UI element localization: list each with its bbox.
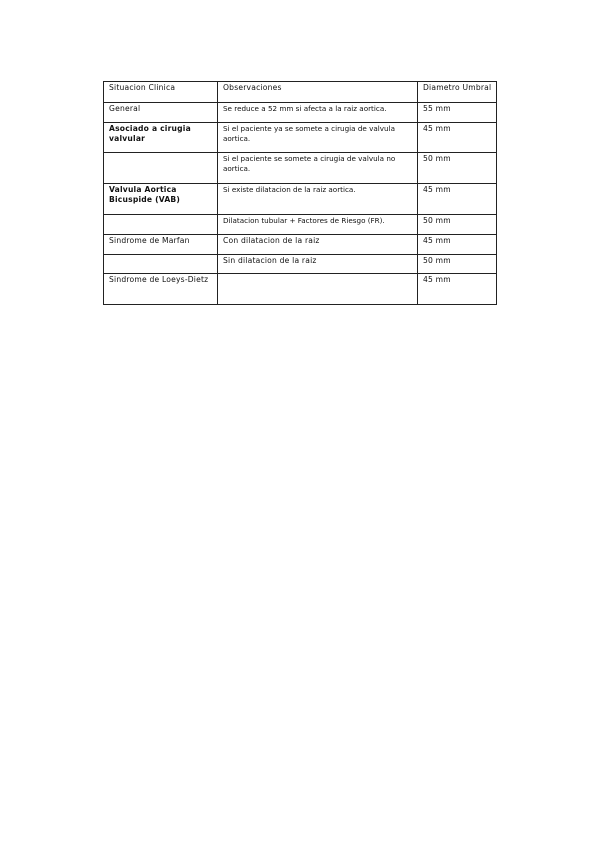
table-row — [104, 153, 497, 184]
header-observations: Observaciones — [218, 82, 418, 103]
table-row — [104, 103, 497, 123]
observation-cell: Con dilatacion de la raiz — [218, 235, 418, 255]
table-row — [104, 235, 497, 255]
table-row — [104, 184, 497, 215]
situation-cell — [104, 153, 218, 184]
table-row — [104, 255, 497, 274]
threshold-cell: 45 mm — [418, 184, 497, 215]
situation-cell: Valvula Aortica Bicuspide (VAB) — [104, 184, 218, 215]
observation-cell — [218, 274, 418, 305]
situation-cell: Sindrome de Marfan — [104, 235, 218, 255]
aortic-threshold-table — [103, 81, 497, 305]
situation-cell: Sindrome de Loeys-Dietz — [104, 274, 218, 305]
observation-cell: Si el paciente ya se somete a cirugia de valvula aortica. — [218, 123, 418, 153]
threshold-cell: 50 mm — [418, 255, 497, 274]
observation-cell: Si el paciente se somete a cirugia de valvula no aortica. — [218, 153, 418, 184]
header-threshold: Diametro Umbral — [418, 82, 497, 103]
threshold-cell: 45 mm — [418, 274, 497, 305]
table-row — [104, 274, 497, 305]
observation-cell: Se reduce a 52 mm si afecta a la raiz aortica. — [218, 103, 418, 123]
threshold-cell: 55 mm — [418, 103, 497, 123]
situation-cell — [104, 255, 218, 274]
observation-cell: Sin dilatacion de la raiz — [218, 255, 418, 274]
threshold-cell: 45 mm — [418, 123, 497, 153]
table-row — [104, 215, 497, 235]
threshold-cell: 50 mm — [418, 215, 497, 235]
threshold-cell: 45 mm — [418, 235, 497, 255]
threshold-cell: 50 mm — [418, 153, 497, 184]
observation-cell: Si existe dilatacion de la raiz aortica. — [218, 184, 418, 215]
situation-cell: Asociado a cirugia valvular — [104, 123, 218, 153]
situation-cell: General — [104, 103, 218, 123]
observation-cell: Dilatacion tubular + Factores de Riesgo (FR). — [218, 215, 418, 235]
table-header-row — [104, 82, 497, 103]
table-row — [104, 123, 497, 153]
situation-cell — [104, 215, 218, 235]
header-situation: Situacion Clinica — [104, 82, 218, 103]
